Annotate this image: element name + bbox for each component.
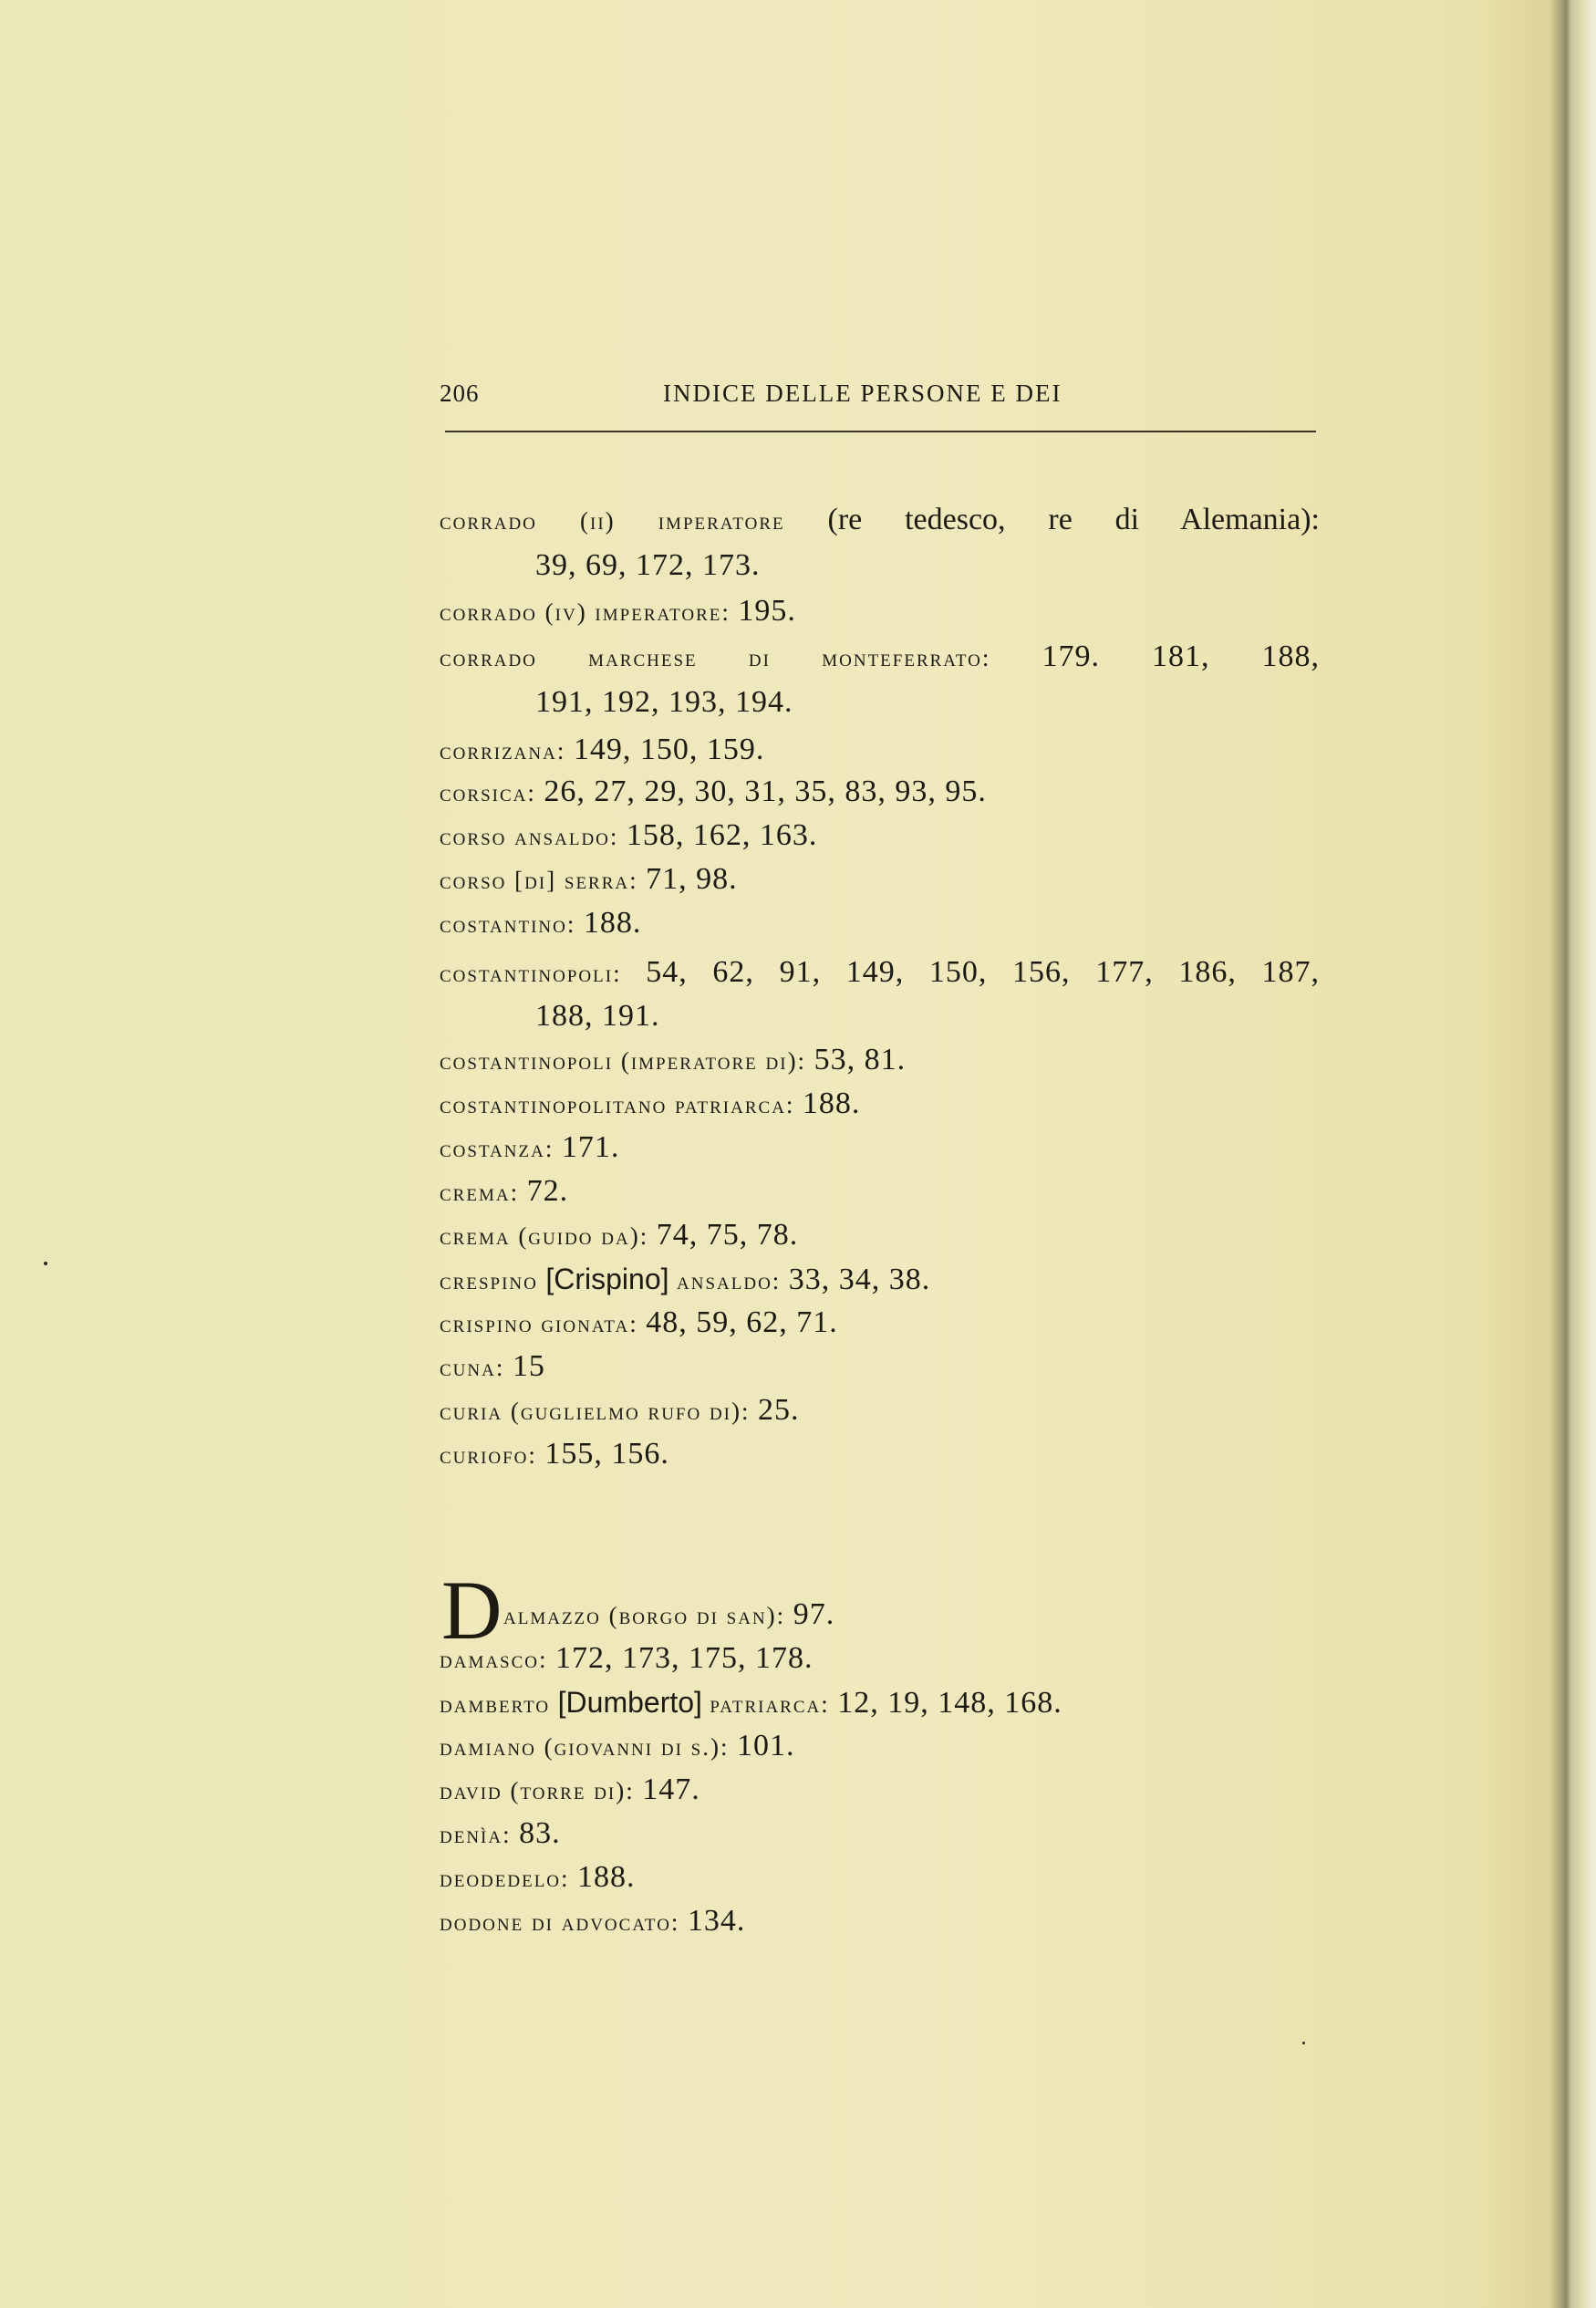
index-entry [503, 1592, 1384, 1638]
entry-name: costantinopolitano patriarca: [440, 1091, 795, 1118]
entry-name: crema: [440, 1179, 520, 1206]
entry-name: corrado (iv) imperatore: [440, 598, 731, 626]
entry-pages: 101. [736, 1729, 795, 1762]
index-entry [440, 950, 1320, 996]
entry-name: costanza: [440, 1135, 554, 1162]
entry-name: dodone di advocato: [440, 1908, 680, 1936]
entry-pages: 155, 156. [544, 1437, 669, 1471]
entry-name: costantino: [440, 910, 576, 938]
entry-name: corsica: [440, 779, 536, 806]
entry-name: costantinopoli (imperatore di): [440, 1047, 807, 1075]
index-entry [440, 769, 1320, 816]
index-entry-continuation [440, 680, 1320, 725]
entry-pages: 188. [802, 1086, 861, 1120]
entry-pages: 48, 59, 62, 71. [646, 1305, 838, 1339]
entry-name-cont: patriarca: [710, 1690, 830, 1718]
entry-pages: 171. [561, 1130, 620, 1164]
entry-pages: 195. [738, 594, 796, 628]
entry-pages: 188. [583, 906, 642, 940]
entry-pages: 191, 192, 193, 194. [535, 685, 793, 719]
entry-name: curiofo: [440, 1441, 537, 1469]
entry-name: crespino [440, 1267, 538, 1294]
entry-pages: 188, 191. [535, 999, 660, 1033]
entry-pages: 26, 27, 29, 30, 31, 35, 83, 93, 95. [544, 775, 987, 808]
index-entry [440, 1212, 1320, 1259]
entry-note: (re tedesco, re di Alemania): [827, 503, 1320, 536]
entry-name: david (torre di): [440, 1777, 635, 1804]
index-entry [440, 1898, 1320, 1945]
index-entry [440, 1169, 1320, 1215]
entry-name: corrizana: [440, 737, 566, 764]
entry-variant: [Dumberto] [557, 1686, 702, 1719]
paper-speck [1302, 2042, 1305, 2044]
index-entry [440, 1855, 1320, 1901]
index-entry [440, 1811, 1320, 1857]
page-edge-binding [1550, 0, 1596, 2308]
entry-name: almazzo (borgo di san): [503, 1602, 786, 1629]
index-entry [440, 1388, 1320, 1434]
entry-pages: 179. 181, 188, [1042, 639, 1321, 673]
entry-pages: 12, 19, 148, 168. [837, 1686, 1062, 1720]
entry-pages: 54, 62, 91, 149, 150, 156, 177, 186, 187, [646, 955, 1320, 989]
entry-name: denìa: [440, 1821, 512, 1848]
page-number: 206 [440, 379, 480, 407]
entry-pages: 188. [577, 1860, 636, 1894]
index-entry [440, 1037, 1320, 1084]
index-entry [440, 727, 1320, 774]
entry-pages: 71, 98. [646, 862, 738, 896]
index-entry [440, 1767, 1320, 1814]
entry-pages: 25. [758, 1393, 800, 1427]
index-entry [440, 634, 1320, 681]
entry-pages: 39, 69, 172, 173. [535, 548, 761, 582]
entry-name: corso [di] serra: [440, 867, 638, 894]
index-entry [440, 1723, 1320, 1770]
index-entry [440, 1300, 1320, 1346]
entry-pages: 172, 173, 175, 178. [555, 1641, 814, 1675]
index-entry [440, 1081, 1320, 1128]
index-entry [440, 1256, 1320, 1304]
entry-name: cuna: [440, 1354, 505, 1381]
index-entry [440, 497, 1320, 544]
index-entry [440, 1636, 1320, 1682]
index-entry [440, 813, 1320, 859]
entry-pages: 149, 150, 159. [573, 733, 765, 766]
paper-speck [44, 1262, 47, 1265]
entry-name: deodedelo: [440, 1865, 570, 1892]
index-entry [440, 1125, 1320, 1171]
entry-pages: 74, 75, 78. [656, 1218, 799, 1252]
entry-pages: 53, 81. [814, 1043, 907, 1076]
entry-pages: 97. [793, 1597, 835, 1631]
header-rule [445, 431, 1316, 432]
index-entry [440, 857, 1320, 903]
entry-name: costantinopoli: [440, 960, 622, 987]
entry-name: damasco: [440, 1646, 548, 1673]
entry-pages: 33, 34, 38. [788, 1263, 931, 1296]
entry-pages: 158, 162, 163. [626, 818, 818, 852]
index-entry [440, 1344, 1320, 1390]
entry-name: damberto [440, 1690, 551, 1718]
index-entry-continuation [440, 993, 1320, 1039]
entry-pages: 15 [512, 1349, 545, 1383]
entry-name: curia (guglielmo rufo di): [440, 1398, 751, 1425]
entry-pages: 72. [526, 1174, 569, 1208]
index-entry [440, 1431, 1320, 1478]
entry-name: corrado marchese di monteferrato: [440, 644, 991, 671]
drop-cap: D [441, 1564, 503, 1657]
entry-name: crispino gionata: [440, 1310, 638, 1337]
index-entry-continuation [440, 543, 1320, 588]
entry-name: corso ansaldo: [440, 823, 619, 850]
index-entry [440, 588, 1320, 635]
entry-name: corrado (ii) imperatore [440, 507, 785, 535]
entry-pages: 83. [519, 1816, 561, 1850]
entry-name: damiano (giovanni di s.): [440, 1733, 730, 1761]
index-entry [440, 900, 1320, 947]
entry-name-cont: ansaldo: [677, 1267, 782, 1294]
running-header [440, 379, 1315, 416]
entry-variant: [Crispino] [545, 1263, 669, 1295]
entry-pages: 147. [642, 1773, 700, 1806]
index-entry [440, 1679, 1320, 1727]
entry-pages: 134. [687, 1904, 746, 1938]
header-title: INDICE DELLE PERSONE E DEI [663, 379, 1062, 407]
entry-name: crema (guido da): [440, 1222, 649, 1250]
